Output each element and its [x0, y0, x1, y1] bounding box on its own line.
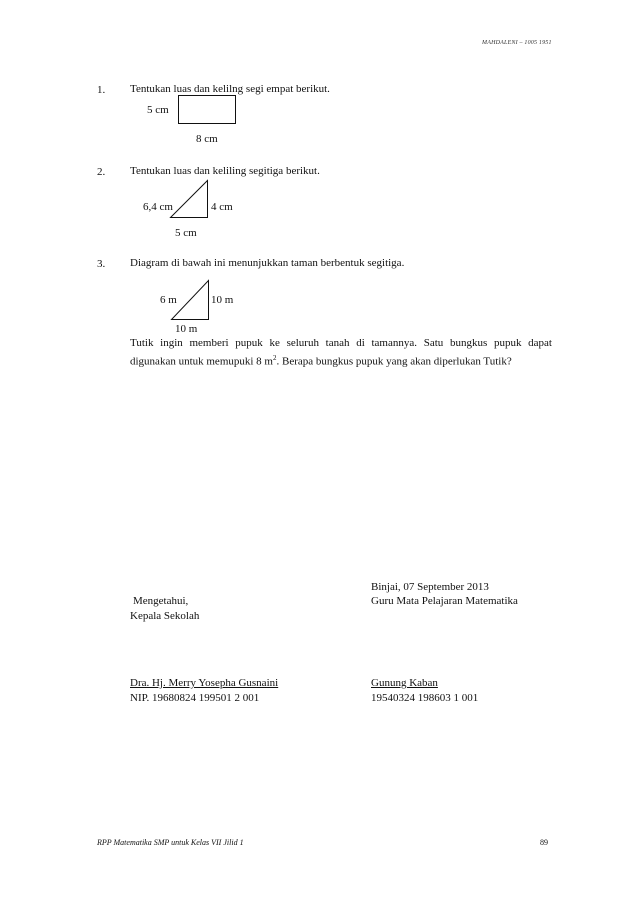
rectangle-height-label: 5 cm	[147, 104, 169, 116]
rectangle-figure	[178, 95, 238, 125]
triangle-2-hypotenuse-label: 6 m	[160, 294, 177, 306]
principal-nip: NIP. 19680824 199501 2 001	[130, 692, 260, 704]
rectangle-width-label: 8 cm	[196, 133, 218, 145]
running-head: MAHDALENI – 1005 1951	[482, 40, 552, 46]
question-3-text: Diagram di bawah ini menunjukkan taman berbentuk segitiga.	[130, 257, 405, 269]
question-3-paragraph	[130, 336, 552, 370]
place-date: Binjai, 07 September 2013	[371, 581, 489, 593]
principal-role-line-1: Mengetahui,	[133, 595, 189, 607]
triangle-figure-1	[170, 180, 210, 220]
triangle-2-height-label: 10 m	[211, 294, 234, 306]
triangle-1-height-label: 4 cm	[211, 201, 233, 213]
triangle-1-hypotenuse-label: 6,4 cm	[143, 201, 173, 213]
question-2-number: 2.	[97, 166, 106, 178]
paragraph-text: Tutik ingin memberi pupuk ke seluruh tanah di tamannya. Satu bungkus pupuk dapat digunakan untuk memupuki 8 m	[130, 337, 552, 368]
page-number: 89	[540, 838, 548, 847]
triangle-2-base-label: 10 m	[175, 323, 198, 335]
question-2-text: Tentukan luas dan keliling segitiga berikut.	[130, 165, 320, 177]
area-unit-superscript: 2	[272, 354, 277, 362]
footer-book-title: RPP Matematika SMP untuk Kelas VII Jilid 1	[97, 838, 244, 847]
triangle-figure-2	[171, 280, 211, 322]
teacher-nip: 19540324 198603 1 001	[371, 692, 479, 704]
principal-name: Dra. Hj. Merry Yosepha Gusnaini	[130, 677, 279, 689]
question-1-text: Tentukan luas dan kelilng segi empat berikut.	[130, 83, 330, 95]
teacher-name: Gunung Kaban	[371, 677, 438, 689]
question-3-number: 3.	[97, 258, 106, 270]
paragraph-text-end: . Berapa bungkus pupuk yang akan diperlukan Tutik?	[276, 355, 512, 368]
question-1-number: 1.	[97, 84, 106, 96]
triangle-1-base-label: 5 cm	[175, 227, 197, 239]
principal-role-line-2: Kepala Sekolah	[130, 610, 200, 622]
teacher-role: Guru Mata Pelajaran Matematika	[371, 595, 518, 607]
